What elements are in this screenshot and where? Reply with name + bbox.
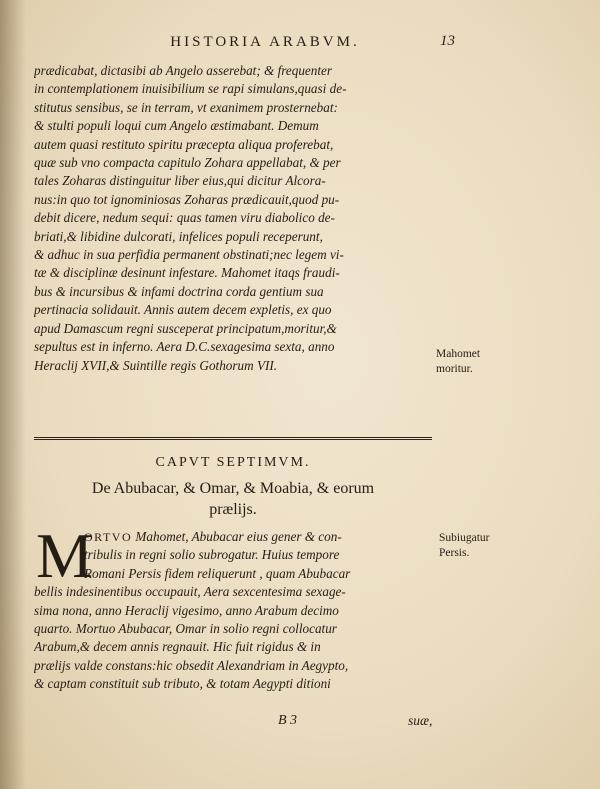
text-line — [34, 528, 432, 546]
marginal-note-line: moritur. — [436, 363, 473, 375]
text-line: apud Damascum regni susceperat principatum,moritur,& — [34, 320, 337, 336]
text-line: bellis indesinentibus occupauit, Aera sexcentesima sexage- — [34, 584, 346, 600]
text-line: quæ sub vno compacta capitulo Zohara appellabat, & per — [34, 155, 341, 171]
text-line: Romani Persis fidem reliquerunt , quam Abubacar — [84, 565, 351, 581]
chapter-title-line: De Abubacar, & Omar, & Moabia, & eorum — [91, 480, 375, 497]
chapter-title-line: prælijs. — [209, 501, 257, 518]
text-line: tæ & disciplinæ desinunt infestare. Mahomet itaqs fraudi- — [34, 265, 340, 281]
text-line: tales Zoharas distinguitur liber eius,qui dicitur Alcora- — [34, 173, 326, 189]
page-number: 13 — [440, 33, 455, 49]
marginal-note-line: Subiugatur — [439, 532, 490, 544]
text-line: sima nona, anno Heraclij vigesimo, anno Arabum decimo — [34, 602, 339, 618]
text-line: sepultus est in inferno. Aera D.C.sexagesima sexta, anno — [34, 339, 335, 355]
marginal-note-mahomet-moritur — [436, 347, 480, 377]
text-line: Heraclij XVII,& Suintille regis Gothorum VII. — [34, 357, 278, 373]
section-divider — [34, 437, 432, 440]
chapter-heading: CAPVT SEPTIMVM. — [155, 455, 311, 470]
chapter-7-text — [34, 520, 432, 694]
signature-mark: B 3 — [278, 713, 298, 728]
text-line: in contemplationem inuisibilium se rapi simulans,quasi de- — [34, 81, 347, 97]
text-line: tribulis in regni solio subrogatur. Huius tempore — [84, 547, 340, 563]
marginal-note-line: Mahomet — [436, 348, 481, 360]
text-line: & captam constituit sub tributo, & totam Aegypti ditioni — [34, 676, 331, 692]
marginal-note-subiugatur-persis — [439, 531, 489, 561]
marginal-note-line: Persis. — [439, 547, 470, 559]
text-line: bus & incursibus & infami doctrina corda gentium sua — [34, 283, 324, 299]
chapter-title — [34, 478, 432, 520]
opening-smallcaps: ORTVO — [84, 530, 133, 544]
catchword: suæ, — [408, 713, 433, 728]
text-line: nus:in quo tot ignominiosas Zoharas prædicauit,quod pu- — [34, 191, 340, 207]
text-line: pertinacia solidauit. Annis autem decem expletis, ex quo — [34, 302, 332, 318]
text-line: briati,& libidine dulcorati, infelices populi receperunt, — [34, 228, 323, 244]
chapter-6-text — [34, 62, 432, 375]
text-line: autem quasi restituto spiritu præcepta aliqua proferebat, — [34, 136, 334, 152]
text-line: & adhuc in sua perfidia permanent obstinati;nec legem vi- — [34, 247, 344, 263]
text-line: debit dicere, nedum sequi: quas tamen viru diabolico de- — [34, 210, 335, 226]
drop-capital: M — [36, 520, 93, 591]
text-fragment: Mahomet, Abubacar eius gener & con- — [132, 529, 342, 544]
text-line: & stulti populi loqui cum Angelo æstimabant. Demum — [34, 118, 319, 134]
running-head: HISTORIA ARABVM. — [170, 34, 360, 50]
text-line: prædicabat, dictasibi ab Angelo asserebat; & frequenter — [34, 63, 333, 78]
gutter-shadow — [0, 0, 26, 789]
text-line: prælijs valde constans:hic obsedit Alexandriam in Aegypto, — [34, 657, 349, 673]
text-line: Arabum,& decem annis regnauit. Hic fuit rigidus & in — [34, 639, 321, 655]
text-line: stitutus sensibus, se in terram, vt exanimem prosternebat: — [34, 99, 338, 115]
text-line: quarto. Mortuo Abubacar, Omar in solio regni collocatur — [34, 621, 337, 637]
